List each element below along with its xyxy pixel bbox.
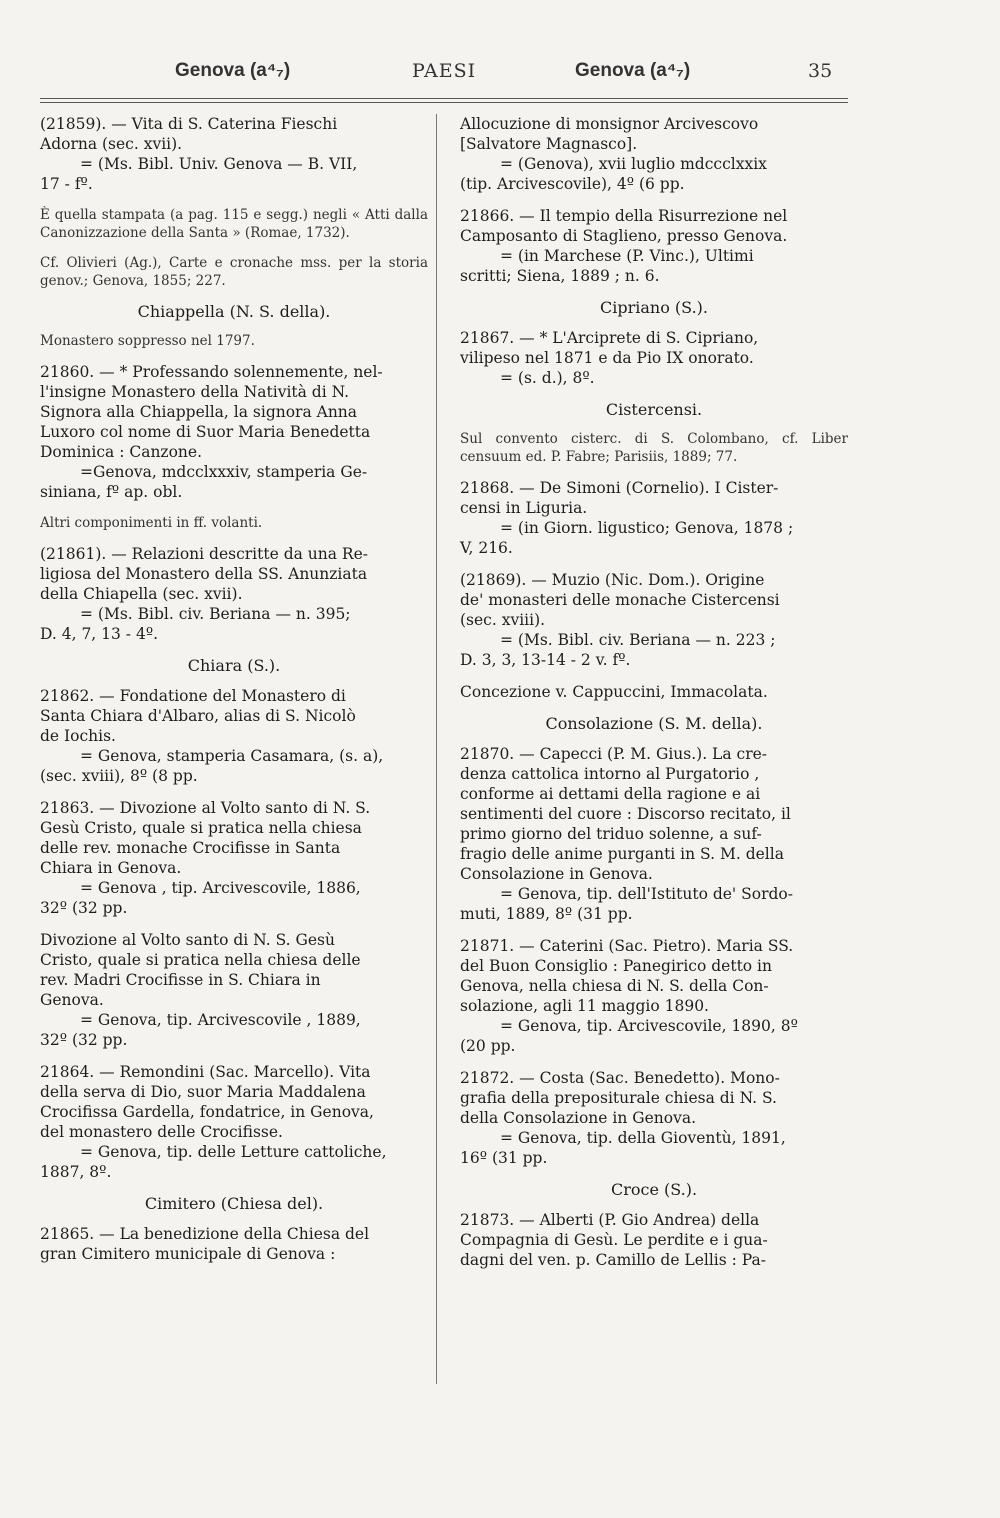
entry-line: = Genova, tip. della Gioventù, 1891, bbox=[500, 1129, 786, 1147]
section-heading: Chiappella (N. S. della). bbox=[137, 302, 331, 321]
entry-line: =Genova, mdcclxxxiv, stamperia Ge- bbox=[80, 463, 368, 481]
entry-line: Chiara in Genova. bbox=[40, 859, 182, 877]
entry-line: scritti; Siena, 1889 ; n. 6. bbox=[460, 267, 660, 285]
entry-line: Consolazione in Genova. bbox=[460, 865, 653, 883]
page-number: 35 bbox=[808, 60, 833, 82]
entry-line: Dominica : Canzone. bbox=[40, 443, 203, 461]
entry-line: della Consolazione in Genova. bbox=[460, 1109, 697, 1127]
entry-line: denza cattolica intorno al Purgatorio , bbox=[460, 765, 760, 783]
entry-line: dagni del ven. p. Camillo de Lellis : Pa- bbox=[460, 1251, 767, 1269]
entry-line: della serva di Dio, suor Maria Maddalena bbox=[40, 1083, 366, 1101]
entry-line: siniana, fº ap. obl. bbox=[40, 483, 183, 501]
entry-line: 21868. — De Simoni (Cornelio). I Cister- bbox=[460, 479, 779, 497]
entry-line: 21863. — Divozione al Volto santo di N. S. bbox=[40, 799, 371, 817]
bibliography-entry bbox=[460, 478, 848, 558]
right-column bbox=[460, 114, 848, 1282]
running-header bbox=[40, 52, 848, 92]
entry-line: V, 216. bbox=[460, 539, 513, 557]
entry-line: primo giorno del triduo solenne, a suf- bbox=[460, 825, 762, 843]
bibliography-entry bbox=[40, 1062, 428, 1182]
entry-note: Altri componimenti in ff. volanti. bbox=[40, 515, 263, 531]
entry-line: Genova, nella chiesa di N. S. della Con- bbox=[460, 977, 769, 995]
entry-line: Compagnia di Gesù. Le perdite e i gua- bbox=[460, 1231, 768, 1249]
entry-line: del Buon Consiglio : Panegirico detto in bbox=[460, 957, 772, 975]
entry-note: Cf. Olivieri (Ag.), Carte e cronache mss. per la storia genov.; Genova, 1855; 227. bbox=[40, 255, 428, 289]
header-right-title: Genova (a⁴₇) bbox=[575, 60, 691, 81]
entry-line: censi in Liguria. bbox=[460, 499, 588, 517]
entry-line: (sec. xviii), 8º (8 pp. bbox=[40, 767, 198, 785]
section-heading: Cipriano (S.). bbox=[600, 298, 708, 317]
entry-line: = (in Giorn. ligustico; Genova, 1878 ; bbox=[500, 519, 794, 537]
entry-line: = Genova, tip. delle Letture cattoliche, bbox=[80, 1143, 387, 1161]
entry-line: gran Cimitero municipale di Genova : bbox=[40, 1245, 336, 1263]
entry-line: 21866. — Il tempio della Risurrezione nel bbox=[460, 207, 788, 225]
entry-line: = Genova , tip. Arcivescovile, 1886, bbox=[80, 879, 361, 897]
entry-line: fragio delle anime purganti in S. M. della bbox=[460, 845, 784, 863]
entry-line: (tip. Arcivescovile), 4º (6 pp. bbox=[460, 175, 685, 193]
bibliography-entry bbox=[460, 206, 848, 286]
entry-line: 21873. — Alberti (P. Gio Andrea) della bbox=[460, 1211, 760, 1229]
entry-line: vilipeso nel 1871 e da Pio IX onorato. bbox=[460, 349, 754, 367]
bibliography-entry bbox=[460, 570, 848, 670]
section-heading: Cimitero (Chiesa del). bbox=[144, 1194, 324, 1213]
bibliography-entry bbox=[40, 686, 428, 786]
entry-line: D. 3, 3, 13-14 - 2 v. fº. bbox=[460, 651, 631, 669]
entry-line: (sec. xviii). bbox=[460, 611, 546, 629]
entry-line: [Salvatore Magnasco]. bbox=[460, 135, 638, 153]
header-center-title: PAESI bbox=[412, 60, 477, 82]
entry-line: Divozione al Volto santo di N. S. Gesù bbox=[40, 931, 335, 949]
entry-line: Allocuzione di monsignor Arcivescovo bbox=[460, 115, 759, 133]
entry-line: Gesù Cristo, quale si pratica nella chiesa bbox=[40, 819, 362, 837]
column-divider bbox=[436, 114, 437, 1384]
entry-line: sentimenti del cuore : Discorso recitato, il bbox=[460, 805, 791, 823]
entry-line: 21871. — Caterini (Sac. Pietro). Maria SS. bbox=[460, 937, 794, 955]
header-left-title: Genova (a⁴₇) bbox=[175, 60, 291, 81]
entry-line: = Genova, stamperia Casamara, (s. a), bbox=[80, 747, 384, 765]
bibliography-entry bbox=[460, 328, 848, 388]
bibliography-entry bbox=[460, 936, 848, 1056]
bibliography-entry bbox=[460, 744, 848, 924]
entry-line: (20 pp. bbox=[460, 1037, 516, 1055]
section-heading: Croce (S.). bbox=[610, 1180, 698, 1199]
entry-line: 21872. — Costa (Sac. Benedetto). Mono- bbox=[460, 1069, 780, 1087]
entry-line: (21869). — Muzio (Nic. Dom.). Origine bbox=[460, 571, 765, 589]
entry-line: 17 - fº. bbox=[40, 175, 93, 193]
entry-line: de Iochis. bbox=[40, 727, 116, 745]
bibliography-entry bbox=[460, 114, 848, 194]
entry-line: 32º (32 pp. bbox=[40, 1031, 128, 1049]
entry-line: (21861). — Relazioni descritte da una Re- bbox=[40, 545, 369, 563]
entry-line: delle rev. monache Crocifisse in Santa bbox=[40, 839, 341, 857]
entry-line: Adorna (sec. xvii). bbox=[40, 135, 183, 153]
entry-line: Crocifissa Gardella, fondatrice, in Genova, bbox=[40, 1103, 374, 1121]
section-heading: Chiara (S.). bbox=[187, 656, 281, 675]
entry-line: Santa Chiara d'Albaro, alias di S. Nicolò bbox=[40, 707, 356, 725]
entry-line: muti, 1889, 8º (31 pp. bbox=[460, 905, 633, 923]
entry-line: 21860. — * Professando solennemente, nel- bbox=[40, 363, 383, 381]
entry-line: rev. Madri Crocifisse in S. Chiara in bbox=[40, 971, 321, 989]
entry-line: = Genova, tip. Arcivescovile, 1890, 8º bbox=[500, 1017, 798, 1035]
section-heading: Cistercensi. bbox=[605, 400, 703, 419]
bibliography-entry bbox=[460, 1068, 848, 1168]
entry-line: Cristo, quale si pratica nella chiesa delle bbox=[40, 951, 361, 969]
bibliography-entry bbox=[40, 1224, 428, 1264]
bibliography-entry bbox=[40, 930, 428, 1050]
entry-line: Concezione v. Cappuccini, Immacolata. bbox=[460, 683, 768, 701]
entry-line: 32º (32 pp. bbox=[40, 899, 128, 917]
bibliography-entry bbox=[40, 798, 428, 918]
bibliography-entry bbox=[40, 114, 428, 194]
entry-line: 21865. — La benedizione della Chiesa del bbox=[40, 1225, 370, 1243]
bibliography-entry bbox=[460, 1210, 848, 1270]
entry-line: Signora alla Chiappella, la signora Anna bbox=[40, 403, 358, 421]
entry-line: del monastero delle Crocifisse. bbox=[40, 1123, 283, 1141]
entry-line: 21870. — Capecci (P. M. Gius.). La cre- bbox=[460, 745, 768, 763]
bibliography-entry bbox=[460, 682, 848, 702]
bibliography-entry bbox=[40, 544, 428, 644]
entry-line: Luxoro col nome di Suor Maria Benedetta bbox=[40, 423, 371, 441]
entry-line: Camposanto di Staglieno, presso Genova. bbox=[460, 227, 788, 245]
entry-line: = (s. d.), 8º. bbox=[500, 369, 595, 387]
entry-line: 16º (31 pp. bbox=[460, 1149, 548, 1167]
entry-line: 21867. — * L'Arciprete di S. Cipriano, bbox=[460, 329, 759, 347]
entry-line: ligiosa del Monastero della SS. Anunziata bbox=[40, 565, 368, 583]
entry-line: 21864. — Remondini (Sac. Marcello). Vita bbox=[40, 1063, 371, 1081]
header-rule bbox=[40, 98, 848, 103]
entry-line: = (Genova), xvii luglio mdccclxxix bbox=[500, 155, 767, 173]
entry-line: Genova. bbox=[40, 991, 104, 1009]
entry-note: È quella stampata (a pag. 115 e segg.) negli « Atti dalla Canonizzazione della Santa » (Romae, 1732). bbox=[40, 207, 428, 241]
entry-line: l'insigne Monastero della Natività di N. bbox=[40, 383, 350, 401]
entry-line: conforme ai dettami della ragione e ai bbox=[460, 785, 761, 803]
entry-note: Monastero soppresso nel 1797. bbox=[40, 333, 255, 349]
entry-line: = (Ms. Bibl. civ. Beriana — n. 223 ; bbox=[500, 631, 776, 649]
section-heading: Consolazione (S. M. della). bbox=[545, 714, 763, 733]
entry-note: Sul convento cisterc. di S. Colombano, cf. Liber censuum ed. P. Fabre; Parisiis, 1889; 77. bbox=[460, 431, 848, 465]
entry-line: 21862. — Fondatione del Monastero di bbox=[40, 687, 346, 705]
entry-line: = (Ms. Bibl. Univ. Genova — B. VII, bbox=[80, 155, 358, 173]
entry-line: (21859). — Vita di S. Caterina Fieschi bbox=[40, 115, 338, 133]
entry-line: de' monasteri delle monache Cistercensi bbox=[460, 591, 780, 609]
entry-line: della Chiapella (sec. xvii). bbox=[40, 585, 243, 603]
entry-line: grafia della prepositurale chiesa di N. S. bbox=[460, 1089, 777, 1107]
bibliography-entry bbox=[40, 362, 428, 502]
entry-line: D. 4, 7, 13 - 4º. bbox=[40, 625, 159, 643]
entry-line: 1887, 8º. bbox=[40, 1163, 112, 1181]
entry-line: = (in Marchese (P. Vinc.), Ultimi bbox=[500, 247, 754, 265]
left-column bbox=[40, 114, 428, 1276]
entry-line: = Genova, tip. dell'Istituto de' Sordo- bbox=[500, 885, 793, 903]
entry-line: = (Ms. Bibl. civ. Beriana — n. 395; bbox=[80, 605, 351, 623]
entry-line: = Genova, tip. Arcivescovile , 1889, bbox=[80, 1011, 361, 1029]
entry-line: solazione, agli 11 maggio 1890. bbox=[460, 997, 709, 1015]
